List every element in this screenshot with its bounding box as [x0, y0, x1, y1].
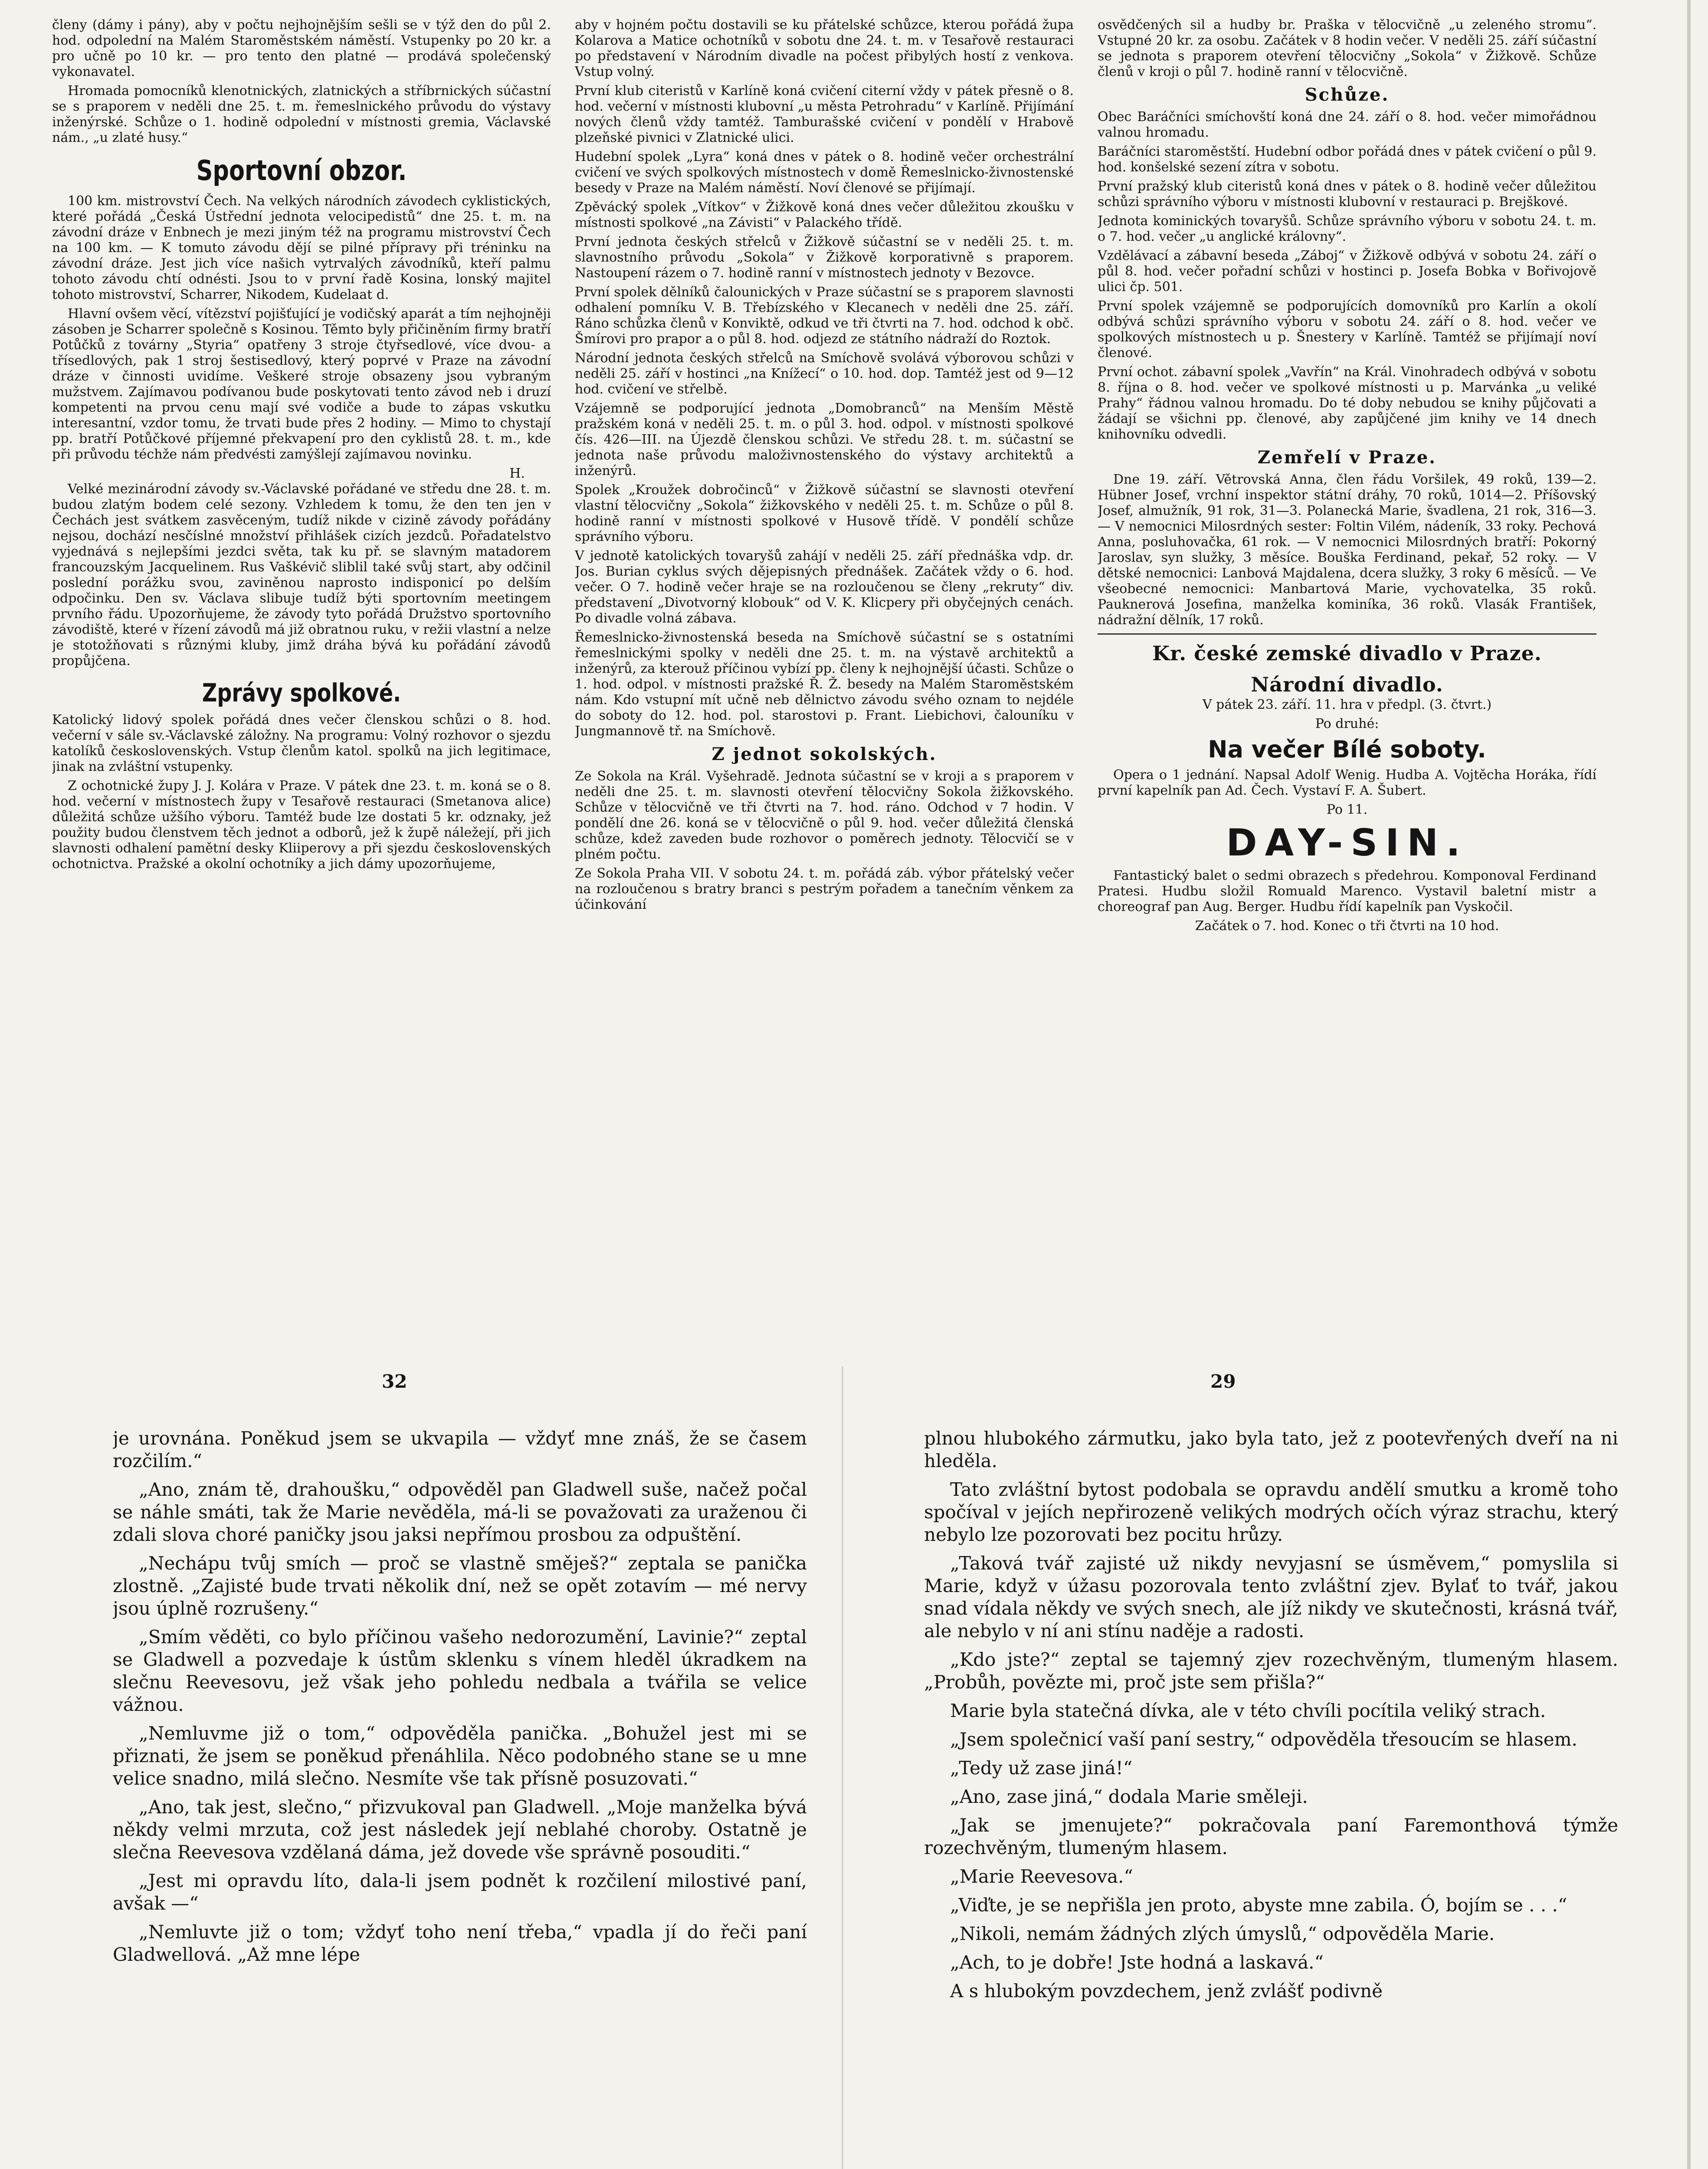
- book-paragraph: „Jak se jmenujete?“ pokračovala paní Faremonthová týmže rozechvěným, tlumeným hlasem.: [924, 1815, 1618, 1858]
- notice-paragraph: Zpěvácký spolek „Vítkov“ v Žižkově koná dnes večer důležitou zkoušku v místnosti spolkové „na Závisti“ v Palackého třídě.: [575, 200, 1074, 230]
- book-paragraph: „Nemluvte již o tom; vždyť toho není třeba,“ vpadla jí do řeči paní Gladwellová. „Až mne lépe: [113, 1921, 807, 1965]
- program-label: Po druhé:: [1315, 716, 1379, 731]
- section-heading-zemreli: Zemřelí v Praze.: [1257, 447, 1437, 468]
- book-paragraph: je urovnána. Poněkud jsem se ukvapila — vždyť mne znáš, že se časem rozčilím.“: [113, 1428, 807, 1471]
- book-paragraph: „Marie Reevesova.“: [950, 1866, 1133, 1887]
- newspaper-section: [52, 17, 1597, 1336]
- book-paragraph: „Nechápu tvůj smích — proč se vlastně směješ?“ zeptala se panička zlostně. „Zajisté bude trvati několik dní, než se opět zotavím — mé nervy jsou úplně rozrušeny.“: [113, 1553, 807, 1619]
- book-paragraph: „Ach, to je dobře! Jste hodná a laskavá.“: [950, 1952, 1324, 1973]
- page-number-right: 29: [1210, 1371, 1236, 1392]
- newspaper-column-3: [1098, 17, 1597, 1336]
- book-paragraph: „Ano, tak jest, slečno,“ přizvukoval pan Gladwell. „Moje manželka bývá někdy velmi mrzuta, což jest následek její neblahé choroby. Ostatně je slečna Reevesova vzdělaná dáma, jež dovede vše správně posouditi.“: [113, 1796, 807, 1863]
- notice-paragraph: Národní jednota českých střelců na Smíchově svolává výborovou schůzi v neděli 25. září v hostinci „na Knížecí“ o 10. hod. dop. Tamtéž jest od 9—12 hod. cvičení ve střelbě.: [575, 351, 1074, 397]
- book-paragraph: „Ano, znám tě, drahoušku,“ odpověděl pan Gladwell suše, načež počal se náhle smáti, tak že Marie nevěděla, má-li se považovati za uraženou či zdali slova choré paničky jsou jaksi nepřímou prosbou za odpuštění.: [113, 1479, 807, 1545]
- page-fold: [842, 1366, 843, 2169]
- book-paragraph: Tato zvláštní bytost podobala se opravdu andělí smutku a kromě toho spočíval v jejích nepřirozeně velikých modrých očích výraz strachu, který nebylo lze pozorovati bez pocitu hrůzy.: [924, 1479, 1618, 1545]
- notice-paragraph: První ochot. zábavní spolek „Vavřín“ na Král. Vinohradech odbývá v sobotu 8. října o 8. hod. večer ve spolkové místnosti u p. Marvánka „u veliké Prahy“ řádnou valnou hromadu. Do té doby nebudou se knihy půjčovati a žádají se všichni pp. členové, aby zapůjčené jim knihy ve 14 dnech knihovníku odvedli.: [1098, 364, 1597, 442]
- play-time: Začátek o 7. hod. Konec o tři čtvrti na 10 hod.: [1195, 918, 1499, 934]
- page-number-left: 32: [382, 1371, 407, 1392]
- book-paragraph: Marie byla statečná dívka, ale v této chvíli pocítila veliký strach.: [950, 1700, 1546, 1721]
- notice-paragraph: Hudební spolek „Lyra“ koná dnes v pátek o 8. hodině večer orchestrální cvičení ve svých spolkových místnostech v domě Řemeslnicko-živnostenské besedy v Praze na Malém náměstí. Noví členové se přijímají.: [575, 149, 1074, 196]
- play-description: Fantastický balet o sedmi obrazech s předehrou. Komponoval Ferdinand Pratesi. Hudbu složil Romuald Marenco. Vystavil baletní mistr a choreograf pan Aug. Berger. Hudbu řídí kapelník pan Vyskočil.: [1098, 868, 1597, 914]
- book-paragraph: „Jest mi opravdu líto, dala-li jsem podnět k rozčilení milostivé paní, avšak —“: [113, 1870, 807, 1914]
- divider: [1098, 633, 1597, 635]
- newspaper-column-2: [575, 17, 1074, 1336]
- theatre-date: V pátek 23. září. 11. hra v předpl. (3. čtvrt.): [1202, 697, 1492, 712]
- book-paragraph: „Kdo jste?“ zeptal se tajemný zjev rozechvěným, tlumeným hlasem. „Probůh, povězte mi, proč jste sem přišla?“: [924, 1649, 1618, 1693]
- notice-paragraph: První klub citeristů v Karlíně koná cvičení citerní vždy v pátek přesně o 8. hod. večerní v místnosti klubovní „u města Petrohradu“ v Karlíně. Přijímání nových členů vždy tamtéž. Tamburašské cvičení v pondělí v Hrabově plzeňské pivnici v Zlatnické ulici.: [575, 83, 1074, 145]
- article-paragraph: Hlavní ovšem věcí, vítězství pojišťující je vodičský aparát a tím nejhojněji zásoben je Scharrer společně s Kosinou. Těmto byly přičiněním firmy bratří Potůčků z továrny „Styria“ opatřeny 3 stroje čtyřsedlové, více dvou- a třísedlových, pak 1 stroj šestisedlový, který poprvé v Praze na závodní dráze v činnosti uvidíme. Veškeré stroje obsazeny jsou vybraným mužstvem. Zajímavou podívanou bude poskytovati tento závod neb i druzí kompetenti na prvou cenu mají své vodiče a bude to zápas vskutku interesantní, vzdor tomu, že trvati bude přes 2 hodiny. — Mimo to chystají pp. bratří Potůčkové příjemné překvapení pro den cyklistů 28. t. m., kde při průvodu téchže nám předvésti zamýšlejí zajímavou novinku.: [52, 306, 551, 462]
- article-paragraph: Velké mezinárodní závody sv.-Václavské pořádané ve středu dne 28. t. m. budou zlatým bodem celé sezony. Vzhledem k tomu, že den ten jen v Čechách jest svátkem zasvěceným, tudíž nikde v cizině závody pořádány nejsou, dochází nesčíslné množství přihlášek cizích jezdců. Pořadatelstvo vyjednává s nejlepšími jezdci světa, tak ku př. se slavným matadorem francouzským Jacquelinem. Rus Vaškévič sliblil také svůj start, aby odčinil poslední porážku svou, zaviněnou naprosto indisponicí po delším odpočinku. Den sv. Václava slibuje tudíž býti sportovním meetingem prvního řádu. Upozorňujeme, že závody tyto pořádá Družstvo sportovního závodiště, které v řízení závodů má již obratnou ruku, v režii vlastní a nelze je stotožňovati s různými kluby, jimž dráha bývá ku pořádání závodů propůjčena.: [52, 482, 551, 668]
- notice-paragraph: Obec Baráčníci smíchovští koná dne 24. září o 8. hod. večer mimořádnou valnou hromadu.: [1098, 109, 1597, 140]
- notice-paragraph: Ze Sokola na Král. Vyšehradě. Jednota súčastní se v kroji a s praporem v neděli dne 25. t. m. slavnosti otevření tělocvičny Sokola žižkovského. Schůze v tělocvičně ve tři čtvrti na 7. hod. ráno. Odchod v 7 hodin. V pondělí dne 26. koná se v tělocvičně o půl 9. hod. večer důležitá členská schůze, kdež zaveden bude rozhovor o poměrech jednoty. Tělocvičí se v plném počtu.: [575, 769, 1074, 862]
- book-paragraph: „Smím věděti, co bylo příčinou vašeho nedorozumění, Lavinie?“ zeptal se Gladwell a pozvedaje k ústům sklenku s vínem hleděl úkradkem na slečnu Reevesovu, jež však jeho pohledu nedbala a tvářila se velice vážnou.: [113, 1626, 807, 1715]
- book-paragraph: „Taková tvář zajisté už nikdy nevyjasní se úsměvem,“ pomyslila si Marie, když v úžasu pozorovala tento zvláštní zjev. Bylať to tvář, jakou snad vídala někdy ve svých snech, ale jíž nikdy ve skutečnosti, krásná tvář, ale nebylo v ní ani stínu naděje a radosti.: [924, 1553, 1618, 1641]
- notice-paragraph: Vzájemně se podporující jednota „Domobranců“ na Menším Městě pražském koná v neděli 25. t. m. o půl 3. hod. odpol. v místnosti spolkové čís. 426—III. na Újezdě členskou schůzi. Ve středu 28. t. m. súčastní se jednota naše průvodu maloživnostenského do výstavy architektů a inženýrů.: [575, 401, 1074, 478]
- program-label: Po 11.: [1326, 802, 1368, 817]
- notice-paragraph: Spolek „Kroužek dobročinců“ v Žižkově súčastní se slavnosti otevření vlastní tělocvičny „Sokola“ žižkovského v neděli 25. t. m. Schůze o půl 8. hodině ranní v místnosti spolkové v Husově třídě. V pondělí schůze správního výboru.: [575, 482, 1074, 544]
- article-paragraph: 100 km. mistrovství Čech. Na velkých národních závodech cyklistických, které pořádá „Česká Ústřední jednota velocipedistů“ dne 25. t. m. na závodní dráze v Enbnech je mezi jiným též na programu mistrovství Čech na 100 km. — K tomuto závodu dějí se pilné přípravy při tréninku na závodní dráze. Jest jich více našich vytrvalých závodníků, kteří palmu tohoto závodu chtí odnésti. Jsou to v první řadě Kosina, lonský majitel tohoto mistrovství, Scharrer, Nikodem, Kudelaat d.: [52, 193, 551, 302]
- notice-paragraph: První spolek dělníků čalounických v Praze súčastní se s praporem slavnosti odhalení pomníku V. B. Třebízského v Klecanech v neděli dne 25. září. Ráno schůzka členů v Konviktě, odkud ve tři čtvrti na 7. hod. odchod k obč. Šmírovi pro prapor a o půl 8. hod. odjezd ze státního nádraží do Roztok.: [575, 285, 1074, 347]
- notice-paragraph: Hromada pomocníků klenotnických, zlatnických a stříbrnických súčastní se s praporem v neděli dne 25. t. m. řemeslnického průvodu do výstavy inženýrské. Schůze o 1. hodině odpolední v místnosti gremia, Václavské nám., „u zlaté husy.“: [52, 83, 551, 145]
- play-title: Na večer Bílé soboty.: [1208, 736, 1486, 763]
- book-paragraph: plnou hlubokého zármutku, jako byla tato, jež z pootevřených dveří na ni hleděla.: [924, 1428, 1618, 1471]
- play-title: DAY-SIN.: [1226, 821, 1468, 865]
- section-heading-sokol: Z jednot sokolských.: [711, 744, 937, 764]
- book-paragraph: „Tedy už zase jiná!“: [950, 1757, 1133, 1779]
- newspaper-column-1: [52, 17, 551, 1336]
- theatre-subtitle: Národní divadlo.: [1251, 673, 1443, 696]
- section-heading-spolky: Zprávy spolkové.: [202, 678, 401, 708]
- notice-paragraph: V jednotě katolických tovaryšů zahájí v neděli 25. září přednáška vdp. dr. Jos. Burian cyklus svých dějepisných přednášek. Začátek vždy o 6. hod. večer. O 7. hodině večer hraje se na rozloučenou se členy „rekruty“ div. představení „Divotvorný klobouk“ od V. K. Klicpery při obyčejných cenách. Po divadle volná zábava.: [575, 548, 1074, 626]
- book-paragraph: „Viďte, je se nepřišla jen proto, abyste mne zabila. Ó, bojím se . . .“: [950, 1894, 1567, 1916]
- notice-paragraph: První pražský klub citeristů koná dnes v pátek o 8. hodině večer důležitou schůzi správního výboru v místnosti klubovní v restauraci p. Brejškové.: [1098, 179, 1597, 210]
- section-heading-schuze: Schůze.: [1305, 85, 1390, 105]
- notice-paragraph: členy (dámy i pány), aby v počtu nejhojnějším sešli se v týž den do půl 2. hod. odpolední na Malém Staroměstském náměstí. Vstupenky po 20 kr. a pro učně po 10 kr. — pro tento den platné — prodává společenský vykonavatel.: [52, 17, 551, 79]
- section-heading-sport: Sportovní obzor.: [196, 155, 407, 187]
- book-paragraph: „Ano, zase jiná,“ dodala Marie směleji.: [950, 1786, 1308, 1807]
- page-edge: [1687, 0, 1691, 2169]
- notice-paragraph: Z ochotnické župy J. J. Kolára v Praze. V pátek dne 23. t. m. koná se o 8. hod. večerní v místnostech župy v Tesařově restauraci (Smetanova alice) důležitá schůze užšího výboru. Tamtéž bude lze dostati 5 kr. odznaky, jež použity budou členstvem těch jednot a odborů, jež k župě náležejí, při jich slavnosti odhalení pamětní desky Kliiperovy a při sjezdu československých ochotnictva. Pražské a okolní ochotníky a jich dámy upozorňujeme,: [52, 778, 551, 872]
- notice-paragraph: Ze Sokola Praha VII. V sobotu 24. t. m. pořádá záb. výbor přátelský večer na rozloučenou s bratry branci s pestrým pořadem a tanečním věnkem za účinkování: [575, 866, 1074, 912]
- book-page-right: [924, 1427, 1618, 2169]
- book-page-left: [113, 1427, 807, 2169]
- notice-paragraph: První jednota českých střelců v Žižkově súčastní se v neděli 25. t. m. slavnostního průvodu „Sokola“ v Žižkově korporativně s praporem. Nastoupení rázem o 7. hodině ranní v místnostech jednoty v Bezovce.: [575, 234, 1074, 281]
- book-paragraph: „Nemluvme již o tom,“ odpověděla panička. „Bohužel jest mi se přiznati, že jsem se poněkud přenáhlila. Něco podobného stane se u mne velice snadno, milá slečno. Nesmíte vše tak přísně posuzovati.“: [113, 1723, 807, 1789]
- notice-paragraph: Jednota kominických tovaryšů. Schůze správního výboru v sobotu 24. t. m. o 7. hod. večer „u anglické královny“.: [1098, 213, 1597, 244]
- theatre-title: Kr. české zemské divadlo v Praze.: [1152, 642, 1542, 665]
- notice-paragraph: Řemeslnicko-živnostenská beseda na Smíchově súčastní se s ostatními řemeslnickými spolky v neděli dne 25. t. m. na výstavě architektů a inženýrů, za kterouž příčinou vybízí pp. členy k nejhojnější účasti. Schůze o 1. hod. odpol. v místnosti pražské Ř. Ž. besedy na Malém Staroměstském nám. Kdo vstupní mít učně neb dělnictvo závodu svého oznam to nejdéle do soboty do 12. hod. pol. starostovi p. Frant. Liebichovi, čalouníku v Jungmannově tř. na Smíchově.: [575, 630, 1074, 739]
- notice-paragraph: Vzdělávací a zábavní beseda „Záboj“ v Žižkově odbývá v sobotu 24. září o půl 8. hod. večer pořadní schůzi v hostinci p. Josefa Bobka v Bořivojově ulici čp. 501.: [1098, 248, 1597, 295]
- notice-paragraph: osvědčených sil a hudby br. Praška v tělocvičně „u zeleného stromu“. Vstupné 20 kr. za osobu. Začátek v 8 hodin večer. V neděli 25. září súčastní se jednota s praporem otevření tělocvičny „Sokola“ v Žižkově. Schůze členů v kroji o půl 7. hodině ranní v tělocvičně.: [1098, 17, 1597, 79]
- notice-paragraph: Baráčníci staroměstští. Hudební odbor pořádá dnes v pátek cvičení o půl 9. hod. konšelské sezení zítra v sobotu.: [1098, 144, 1597, 175]
- book-paragraph: A s hlubokým povzdechem, jenž zvlášť podivně: [950, 1980, 1383, 2002]
- notice-paragraph: Katolický lidový spolek pořádá dnes večer členskou schůzi o 8. hod. večerní v sále sv.-Václavské záložny. Na programu: Volný rozhovor o sjezdu katolíků československých. Vstup členům katol. spolků na jich legitimace, jinak na zvláštní vstupenky.: [52, 712, 551, 774]
- obituary-paragraph: Dne 19. září. Větrovská Anna, člen řádu Voršilek, 49 roků, 139—2. Hübner Josef, vrchní inspektor státní dráhy, 70 roků, 1014—2. Příšovský Josef, almužník, 91 rok, 31—3. Polanecká Marie, švadlena, 21 rok, 316—3. — V nemocnici Milosrdných sester: Foltin Vilém, nádeník, 33 roky. Pechová Anna, posluhovačka, 61 rok. — V nemocnici Milosrdných bratří: Pokorný Jaroslav, syn služky, 3 měsíce. Bouška Ferdinand, pekař, 52 roky. — V dětské nemocnici: Lanbová Majdalena, dcera služky, 3 roky 6 měsíců. — Ve všeobecné nemocnici: Manbartová Marie, vychovatelka, 35 roků. Pauknerová Josefina, manželka kominíka, 36 roků. Vlasák František, nádražní dělník, 17 roků.: [1098, 472, 1597, 628]
- book-paragraph: „Jsem společnicí vaší paní sestry,“ odpověděla třesoucím se hlasem.: [950, 1729, 1577, 1750]
- article-signature: H.: [509, 466, 525, 481]
- notice-paragraph: První spolek vzájemně se podporujících domovníků pro Karlín a okolí odbývá schůzi správního výboru v sobotu 24. září o 8. hod. večer ve spolkových místnostech u p. Šnestery v Karlíně. Tamtéž se přijímají noví členové.: [1098, 298, 1597, 360]
- notice-paragraph: aby v hojném počtu dostavili se ku přátelské schůzce, kterou pořádá župa Kolarova a Matice ochotníků v sobotu dne 24. t. m. v Tesařově restauraci po představení v Národním divadle na počest přibylých hostí z venkova. Vstup volný.: [575, 17, 1074, 79]
- book-paragraph: „Nikoli, nemám žádných zlých úmyslů,“ odpověděla Marie.: [950, 1923, 1495, 1944]
- play-description: Opera o 1 jednání. Napsal Adolf Wenig. Hudba A. Vojtěcha Horáka, řídí první kapelník pan Ad. Čech. Vystaví F. A. Šubert.: [1098, 767, 1597, 798]
